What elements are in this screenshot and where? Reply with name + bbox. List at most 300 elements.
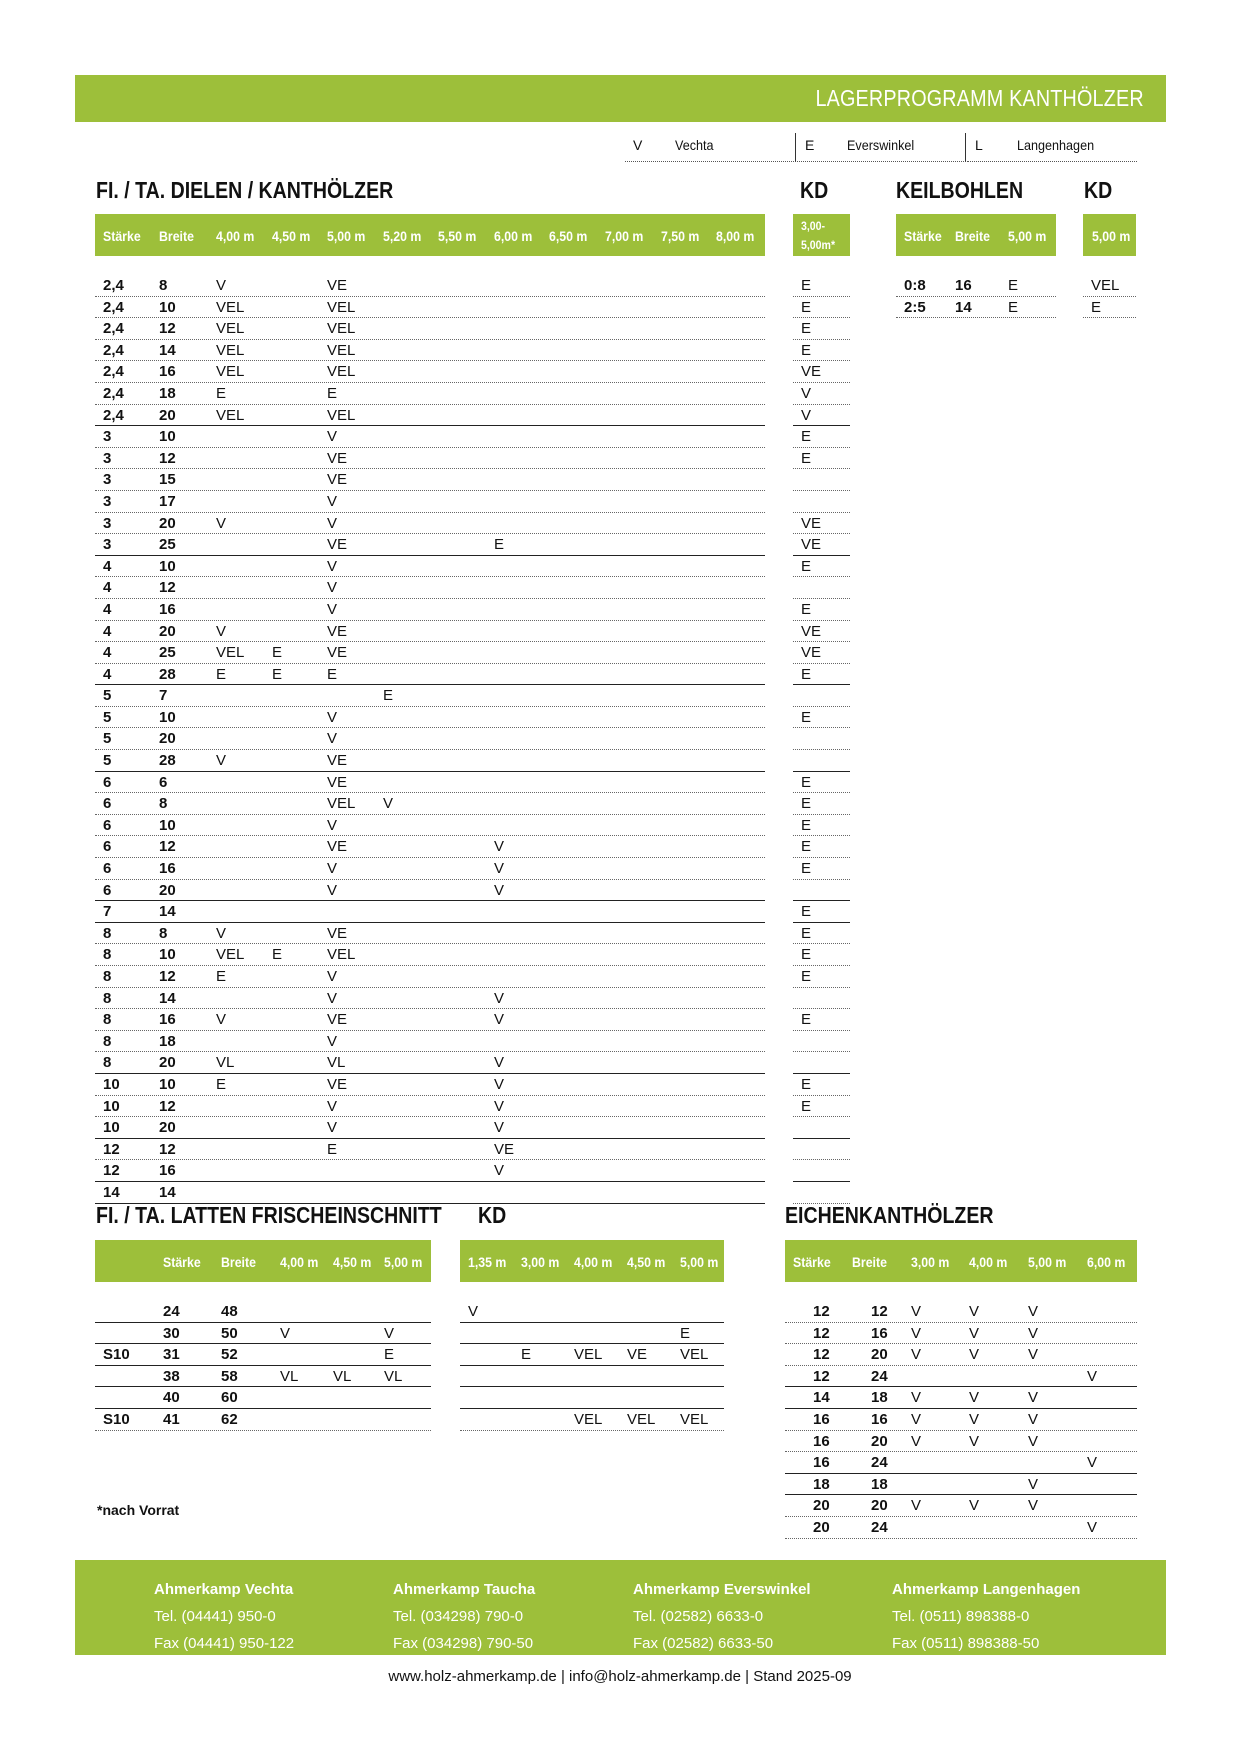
- table-cell: VE: [327, 471, 348, 489]
- table-row: [95, 1323, 431, 1345]
- table-row: [793, 361, 850, 383]
- table-cell: VL: [216, 1054, 235, 1072]
- table-cell: V: [216, 277, 227, 294]
- table-row: [95, 448, 765, 470]
- table-cell: E: [383, 687, 394, 705]
- table-cell: VE: [327, 622, 348, 640]
- table-row: [793, 1074, 850, 1096]
- table-row: [793, 772, 850, 794]
- column-header: Stärke: [163, 1254, 201, 1270]
- table-row: [793, 1031, 850, 1053]
- table-cell: E: [216, 1075, 227, 1093]
- table-cell: 52: [221, 1346, 238, 1364]
- column-header: Breite: [221, 1254, 256, 1270]
- table-cell: V: [969, 1324, 980, 1342]
- table-cell: 3: [103, 514, 112, 532]
- table-cell: VEL: [327, 298, 356, 316]
- table-row: [95, 621, 765, 643]
- column-header: 5,00 m: [327, 228, 366, 244]
- table-row: [793, 1009, 850, 1031]
- table-row: [95, 383, 765, 405]
- table-cell: V: [383, 795, 394, 813]
- table-row: [95, 1117, 765, 1139]
- table-cell: E: [327, 665, 338, 683]
- table-cell: 14: [159, 341, 176, 359]
- table-cell: VEL: [327, 795, 356, 813]
- table-cell: V: [1028, 1389, 1039, 1407]
- table-row: [785, 1517, 1137, 1539]
- table-cell: V: [801, 406, 812, 424]
- table-cell: 8: [103, 989, 112, 1007]
- table-cell: 8: [103, 924, 112, 942]
- eichen-header: [785, 1240, 1137, 1282]
- table-cell: V: [494, 989, 505, 1007]
- table-cell: 18: [871, 1389, 888, 1407]
- table-cell: V: [969, 1432, 980, 1450]
- table-cell: 17: [159, 492, 176, 510]
- website-contact-line: www.holz-ahmerkamp.de | info@holz-ahmerkamp.de | Stand 2025-09: [388, 1668, 852, 1685]
- table-cell: VL: [327, 1054, 346, 1072]
- table-cell: 20: [159, 622, 176, 640]
- table-row: [95, 707, 765, 729]
- table-cell: 12: [159, 1097, 176, 1115]
- legend-item-langenhagen: L Langenhagen: [967, 133, 1137, 162]
- footer-bar: [75, 1560, 1166, 1655]
- table-row: [460, 1387, 724, 1409]
- table-row: [793, 664, 850, 686]
- table-cell: E: [801, 1011, 812, 1029]
- table-cell: E: [801, 557, 812, 575]
- table-cell: 20: [813, 1518, 830, 1536]
- table-cell: VE: [801, 363, 822, 381]
- table-cell: 14: [813, 1389, 830, 1407]
- table-row: [1083, 275, 1136, 297]
- table-row: [95, 1344, 431, 1366]
- table-cell: 16: [813, 1432, 830, 1450]
- table-cell: V: [911, 1324, 922, 1342]
- table-cell: 7: [159, 687, 168, 705]
- table-cell: 12: [813, 1367, 830, 1385]
- table-cell: 2,4: [103, 384, 124, 402]
- table-cell: 58: [221, 1367, 238, 1385]
- table-cell: E: [801, 320, 812, 338]
- table-cell: V: [216, 924, 227, 942]
- keilbohlen-header: [896, 214, 1056, 256]
- column-header: 4,50 m: [272, 228, 311, 244]
- main-kd-title: KD: [800, 177, 829, 203]
- column-header: 4,00 m: [216, 228, 255, 244]
- table-cell: E: [801, 449, 812, 467]
- table-row: [793, 1052, 850, 1074]
- table-row: [785, 1301, 1137, 1323]
- table-cell: V: [327, 881, 338, 899]
- table-row: [793, 750, 850, 772]
- column-header: 4,50 m: [333, 1254, 372, 1270]
- column-header: 6,50 m: [549, 228, 588, 244]
- table-cell: 18: [813, 1475, 830, 1493]
- table-row: [793, 297, 850, 319]
- table-row: [95, 275, 765, 297]
- table-cell: V: [327, 708, 338, 726]
- table-cell: 4: [103, 622, 112, 640]
- table-row: [785, 1409, 1137, 1431]
- table-cell: 6: [103, 838, 112, 856]
- table-cell: 6: [103, 795, 112, 813]
- table-cell: 16: [871, 1324, 888, 1342]
- table-cell: 12: [159, 579, 176, 597]
- table-cell: V: [969, 1303, 980, 1320]
- column-header: 6,00 m: [1087, 1254, 1126, 1270]
- table-cell: VEL: [680, 1410, 709, 1428]
- table-cell: V: [327, 1032, 338, 1050]
- table-row: [95, 1031, 765, 1053]
- table-cell: E: [801, 860, 812, 878]
- table-cell: E: [272, 946, 283, 964]
- table-cell: 8: [159, 924, 168, 942]
- table-cell: 40: [163, 1389, 180, 1407]
- table-row: [95, 858, 765, 880]
- column-header: 5,00 m: [680, 1254, 719, 1270]
- table-row: [785, 1495, 1137, 1517]
- eichen-title: EICHENKANTHÖLZER: [785, 1202, 994, 1228]
- table-row: [95, 750, 765, 772]
- table-cell: V: [911, 1389, 922, 1407]
- table-row: [95, 491, 765, 513]
- table-cell: E: [801, 924, 812, 942]
- table-row: [793, 534, 850, 556]
- table-cell: V: [494, 838, 505, 856]
- column-header: 3,00 m: [911, 1254, 950, 1270]
- table-cell: 4: [103, 600, 112, 618]
- table-cell: 10: [159, 708, 176, 726]
- table-cell: E: [1008, 277, 1019, 294]
- table-cell: E: [1008, 298, 1019, 316]
- table-cell: VEL: [327, 320, 356, 338]
- table-cell: V: [969, 1389, 980, 1407]
- table-cell: 3: [103, 536, 112, 554]
- table-row: [793, 318, 850, 340]
- latten-kd-header: [460, 1240, 724, 1282]
- stock-note: *nach Vorrat: [97, 1502, 180, 1518]
- table-cell: V: [1028, 1303, 1039, 1320]
- table-row: [95, 664, 765, 686]
- table-cell: V: [1028, 1324, 1039, 1342]
- column-header: 4,00 m: [574, 1254, 613, 1270]
- table-row: [95, 361, 765, 383]
- table-cell: 20: [871, 1432, 888, 1450]
- table-row: [95, 556, 765, 578]
- table-cell: V: [911, 1432, 922, 1450]
- table-row: [95, 297, 765, 319]
- table-cell: E: [801, 298, 812, 316]
- table-cell: 25: [159, 536, 176, 554]
- table-row: [793, 966, 850, 988]
- column-header: 8,00 m: [716, 228, 755, 244]
- table-row: [460, 1409, 724, 1431]
- table-cell: 2,4: [103, 406, 124, 424]
- table-cell: E: [801, 968, 812, 985]
- table-cell: VEL: [216, 406, 245, 424]
- table-cell: VE: [327, 644, 348, 662]
- column-header: 3,00 m: [521, 1254, 560, 1270]
- table-row: [95, 340, 765, 362]
- table-row: [95, 1160, 765, 1182]
- table-row: [793, 815, 850, 837]
- table-cell: V: [969, 1410, 980, 1428]
- table-row: [785, 1366, 1137, 1388]
- table-row: [95, 944, 765, 966]
- table-cell: VE: [327, 536, 348, 554]
- table-cell: VEL: [327, 946, 356, 964]
- header-bar: [75, 75, 1166, 122]
- table-cell: 6: [103, 860, 112, 878]
- table-cell: VEL: [327, 363, 356, 381]
- table-cell: 10: [103, 1097, 120, 1115]
- table-cell: 8: [103, 968, 112, 985]
- table-cell: 6: [159, 773, 168, 791]
- table-cell: 24: [871, 1367, 888, 1385]
- table-cell: V: [911, 1303, 922, 1320]
- column-header: 7,50 m: [661, 228, 700, 244]
- table-cell: 12: [159, 968, 176, 985]
- table-cell: V: [384, 1324, 395, 1342]
- table-cell: V: [327, 1119, 338, 1137]
- table-row: [793, 858, 850, 880]
- table-cell: 60: [221, 1389, 238, 1407]
- table-cell: 8: [159, 277, 168, 294]
- table-cell: 16: [159, 1011, 176, 1029]
- table-cell: 3: [103, 492, 112, 510]
- table-cell: 8: [103, 1032, 112, 1050]
- table-cell: E: [521, 1346, 532, 1364]
- table-row: [793, 599, 850, 621]
- table-cell: 8: [103, 946, 112, 964]
- table-cell: V: [216, 752, 227, 770]
- main-table: [95, 275, 765, 1204]
- table-cell: V: [1028, 1475, 1039, 1493]
- keilbohlen-kd-column: [1083, 275, 1136, 318]
- table-cell: 30: [163, 1324, 180, 1342]
- table-cell: 20: [871, 1346, 888, 1364]
- table-cell: V: [327, 557, 338, 575]
- table-cell: VEL: [327, 406, 356, 424]
- table-row: [793, 793, 850, 815]
- table-row: [793, 988, 850, 1010]
- table-cell: 10: [159, 946, 176, 964]
- table-cell: 15: [159, 471, 176, 489]
- table-row: [785, 1431, 1137, 1453]
- table-cell: V: [327, 514, 338, 532]
- table-cell: E: [327, 384, 338, 402]
- table-row: [95, 815, 765, 837]
- table-cell: 20: [871, 1497, 888, 1515]
- table-cell: 14: [159, 989, 176, 1007]
- table-cell: V: [327, 492, 338, 510]
- table-cell: V: [327, 579, 338, 597]
- table-cell: VE: [327, 1011, 348, 1029]
- table-cell: VE: [494, 1140, 515, 1158]
- table-cell: V: [280, 1324, 291, 1342]
- table-row: [95, 1052, 765, 1074]
- table-cell: 12: [159, 838, 176, 856]
- column-header: Stärke: [793, 1254, 831, 1270]
- table-cell: V: [1028, 1346, 1039, 1364]
- table-row: [95, 577, 765, 599]
- table-cell: V: [494, 881, 505, 899]
- table-cell: E: [801, 1097, 812, 1115]
- table-cell: 10: [159, 1075, 176, 1093]
- table-cell: 24: [871, 1518, 888, 1536]
- table-row: [896, 297, 1056, 319]
- footer-location-vechta: Ahmerkamp Vechta Tel. (04441) 950-0 Fax (04441) 950-122: [154, 1581, 295, 1652]
- table-row: [460, 1344, 724, 1366]
- table-cell: VE: [801, 644, 822, 662]
- table-cell: E: [216, 665, 227, 683]
- table-row: [793, 275, 850, 297]
- table-row: [793, 642, 850, 664]
- table-row: [793, 944, 850, 966]
- table-row: [95, 1301, 431, 1323]
- table-row: [95, 318, 765, 340]
- table-cell: 18: [159, 1032, 176, 1050]
- table-cell: V: [216, 1011, 227, 1029]
- table-cell: 12: [871, 1303, 888, 1320]
- table-cell: E: [801, 665, 812, 683]
- table-cell: 16: [159, 600, 176, 618]
- table-row: [95, 772, 765, 794]
- table-cell: 2:5: [904, 298, 926, 316]
- table-cell: 41: [163, 1410, 180, 1428]
- table-row: [95, 923, 765, 945]
- table-cell: E: [801, 708, 812, 726]
- table-cell: V: [911, 1410, 922, 1428]
- table-row: [793, 728, 850, 750]
- table-cell: V: [327, 600, 338, 618]
- table-cell: 24: [871, 1454, 888, 1472]
- table-cell: VEL: [216, 644, 245, 662]
- table-row: [793, 621, 850, 643]
- table-cell: VE: [327, 838, 348, 856]
- table-cell: E: [680, 1324, 691, 1342]
- table-cell: VE: [627, 1346, 648, 1364]
- table-cell: E: [801, 903, 812, 921]
- latten-header: [95, 1240, 431, 1282]
- latten-kd-table: [460, 1301, 724, 1431]
- table-row: [793, 1182, 850, 1204]
- table-cell: VEL: [216, 363, 245, 381]
- table-cell: 16: [871, 1410, 888, 1428]
- page-title: LAGERPROGRAMM KANTHÖLZER: [815, 85, 1144, 111]
- table-cell: S10: [103, 1410, 130, 1428]
- main-kd-column: [793, 275, 850, 1204]
- table-cell: 28: [159, 752, 176, 770]
- table-cell: 18: [871, 1475, 888, 1493]
- column-header: 7,00 m: [605, 228, 644, 244]
- table-cell: VEL: [574, 1346, 603, 1364]
- table-cell: 18: [159, 384, 176, 402]
- table-cell: V: [1028, 1497, 1039, 1515]
- table-row: [95, 793, 765, 815]
- table-cell: 28: [159, 665, 176, 683]
- table-cell: V: [494, 1162, 505, 1180]
- keilbohlen-title: KEILBOHLEN: [896, 177, 1024, 203]
- table-row: [793, 901, 850, 923]
- table-cell: VEL: [627, 1410, 656, 1428]
- table-cell: VEL: [327, 341, 356, 359]
- table-cell: V: [1087, 1367, 1098, 1385]
- table-cell: VEL: [216, 298, 245, 316]
- table-cell: 4: [103, 644, 112, 662]
- keilbohlen-kd-header: 5,00 m: [1083, 214, 1136, 256]
- table-row: [95, 426, 765, 448]
- table-cell: V: [494, 1119, 505, 1137]
- table-cell: 14: [159, 903, 176, 921]
- table-cell: V: [327, 730, 338, 748]
- table-cell: VE: [327, 773, 348, 791]
- table-row: [460, 1323, 724, 1345]
- eichen-table: [785, 1301, 1137, 1539]
- table-cell: E: [216, 968, 227, 985]
- main-kd-header: 3,00- 5,00m*: [793, 214, 850, 256]
- table-row: [785, 1452, 1137, 1474]
- table-cell: V: [494, 1075, 505, 1093]
- table-row: [793, 1096, 850, 1118]
- table-cell: VE: [801, 622, 822, 640]
- table-cell: 6: [103, 773, 112, 791]
- footer-location-everswinkel: Ahmerkamp Everswinkel Tel. (02582) 6633-0 Fax (02582) 6633-50: [633, 1581, 811, 1652]
- table-cell: V: [327, 816, 338, 834]
- table-cell: 2,4: [103, 341, 124, 359]
- table-cell: 12: [103, 1140, 120, 1158]
- table-cell: 10: [159, 816, 176, 834]
- column-header: 1,35 m: [468, 1254, 507, 1270]
- table-cell: 3: [103, 428, 112, 446]
- table-cell: VEL: [216, 946, 245, 964]
- table-cell: 12: [103, 1162, 120, 1180]
- table-row: [793, 383, 850, 405]
- column-header: 5,00 m: [1028, 1254, 1067, 1270]
- table-row: [95, 1387, 431, 1409]
- table-row: [95, 469, 765, 491]
- table-cell: 20: [159, 881, 176, 899]
- table-cell: 2,4: [103, 320, 124, 338]
- table-row: [793, 880, 850, 902]
- table-row: [95, 901, 765, 923]
- table-cell: 8: [103, 1011, 112, 1029]
- main-table-header: [95, 214, 765, 256]
- table-cell: 4: [103, 579, 112, 597]
- table-cell: E: [801, 773, 812, 791]
- table-cell: 10: [159, 428, 176, 446]
- column-header: Stärke: [904, 228, 942, 244]
- table-row: [793, 556, 850, 578]
- table-cell: VEL: [1091, 277, 1120, 294]
- table-row: [793, 577, 850, 599]
- table-row: [793, 513, 850, 535]
- table-cell: VL: [384, 1367, 403, 1385]
- table-cell: E: [801, 816, 812, 834]
- table-cell: V: [1028, 1432, 1039, 1450]
- table-cell: 16: [159, 860, 176, 878]
- table-row: [95, 1182, 765, 1204]
- table-row: [785, 1387, 1137, 1409]
- table-cell: 6: [103, 881, 112, 899]
- column-header: Breite: [955, 228, 990, 244]
- table-row: [785, 1344, 1137, 1366]
- table-row: [460, 1301, 724, 1323]
- table-cell: 16: [955, 277, 972, 294]
- table-row: [95, 1366, 431, 1388]
